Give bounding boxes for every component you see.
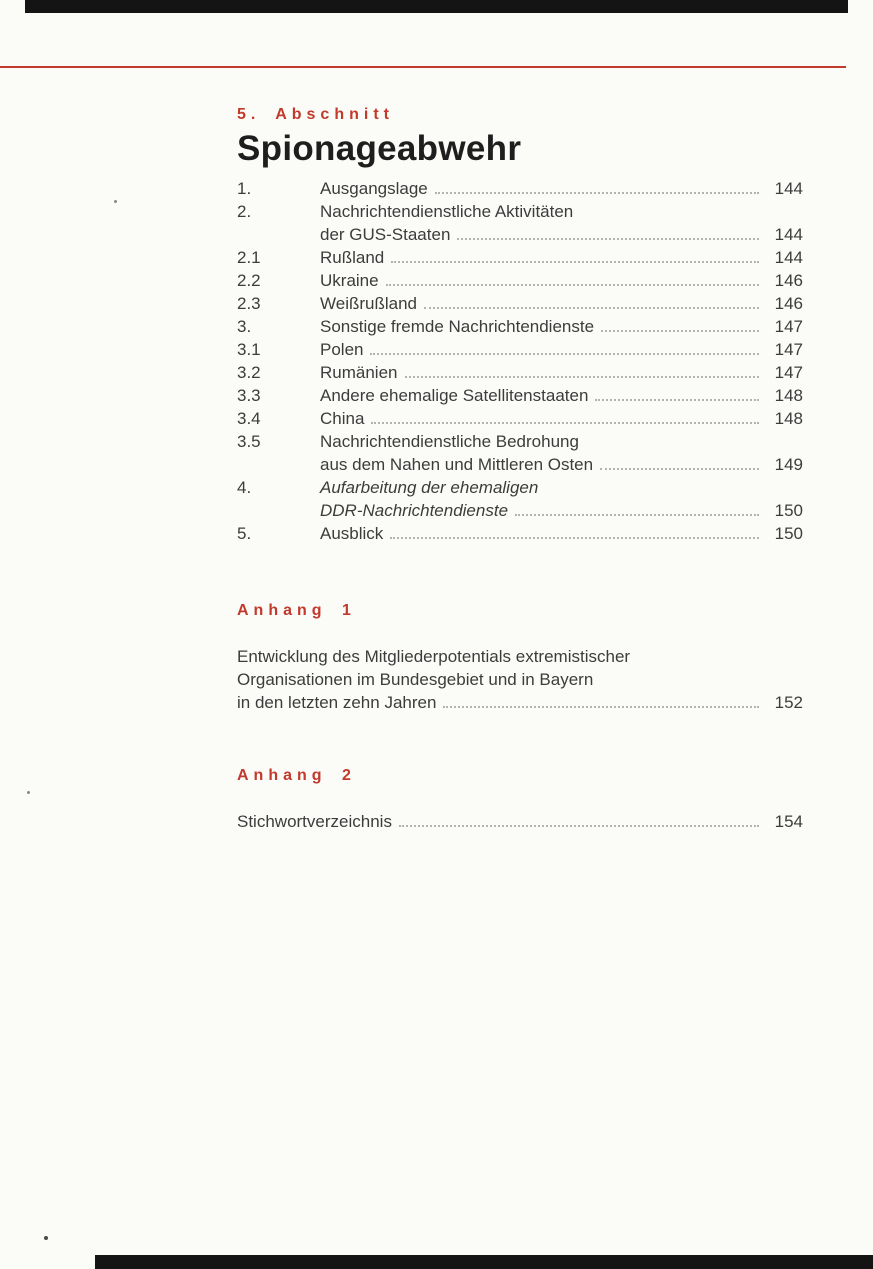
toc-entry-number: 3. — [237, 317, 252, 336]
toc-entry-number: 1. — [237, 179, 252, 198]
dotted-leader — [386, 271, 759, 286]
dotted-leader — [595, 386, 759, 401]
dotted-leader — [457, 225, 759, 240]
toc-entry-number: 3.4 — [237, 409, 261, 428]
toc-entry — [237, 200, 803, 246]
top-black-bar — [25, 0, 848, 13]
toc-entry-title: Rußland — [320, 248, 385, 267]
dotted-leader — [370, 340, 759, 355]
toc-page-number: 149 — [774, 455, 803, 474]
appendix-body — [237, 810, 803, 833]
appendix-text: Stichwortverzeichnis — [237, 812, 392, 831]
toc-entry-title: Weißrußland — [320, 294, 417, 313]
toc-page-number: 150 — [774, 501, 803, 520]
toc-line — [320, 223, 803, 246]
appendix-section — [237, 601, 803, 714]
toc-line — [237, 645, 803, 668]
toc-line — [320, 292, 803, 315]
toc-entry-number: 3.5 — [237, 432, 261, 451]
toc-page-number: 144 — [774, 225, 803, 244]
toc-entry — [237, 246, 803, 269]
toc-entry — [237, 338, 803, 361]
toc-entry-title: China — [320, 409, 365, 428]
dotted-leader — [399, 812, 759, 827]
toc-entry-number: 4. — [237, 478, 252, 497]
dotted-leader — [424, 294, 759, 309]
page-title: Spionageabwehr — [237, 129, 522, 168]
toc-entry-body — [320, 522, 803, 545]
toc-page-number: 146 — [774, 294, 803, 313]
appendix-heading: Anhang 1 — [237, 602, 356, 619]
toc-line — [320, 315, 803, 338]
toc-page-number: 148 — [774, 409, 803, 428]
toc-entry-title: Ukraine — [320, 271, 379, 290]
toc-line — [237, 810, 803, 833]
toc-entry-body — [320, 338, 803, 361]
toc-entry-body — [320, 476, 803, 522]
toc-entry — [237, 315, 803, 338]
toc-page-number: 150 — [774, 524, 803, 543]
dotted-leader — [515, 501, 759, 516]
toc-page-number: 154 — [774, 812, 803, 831]
appendix-body — [237, 645, 803, 714]
toc-page-number: 144 — [774, 248, 803, 267]
toc-entry-body — [320, 177, 803, 200]
toc-entry — [237, 292, 803, 315]
toc-entry — [237, 269, 803, 292]
appendices — [237, 601, 803, 833]
toc-line — [237, 691, 803, 714]
toc-page-number: 144 — [774, 179, 803, 198]
toc-entry-number: 3.2 — [237, 363, 261, 382]
dotted-leader — [405, 363, 760, 378]
toc-line — [320, 499, 803, 522]
toc-entry-title: Andere ehemalige Satellitenstaaten — [320, 386, 589, 405]
scan-speck — [44, 1236, 48, 1240]
toc-entry-title: aus dem Nahen und Mittleren Osten — [320, 455, 594, 474]
toc-entry-body — [320, 246, 803, 269]
appendix-section — [237, 766, 803, 833]
dotted-leader — [371, 409, 759, 424]
toc-line — [320, 453, 803, 476]
toc-line — [320, 384, 803, 407]
dotted-leader — [435, 179, 759, 194]
toc-entry-body — [320, 384, 803, 407]
toc-entry-title: Nachrichtendienstliche Aktivitäten — [320, 202, 574, 221]
dotted-leader — [443, 693, 759, 708]
toc-entry-number: 2. — [237, 202, 252, 221]
scan-speck — [114, 200, 117, 203]
toc-entry-body — [320, 430, 803, 476]
toc-line — [237, 668, 803, 691]
section-label: 5. Abschnitt — [237, 106, 394, 123]
toc-page-number: 152 — [774, 693, 803, 712]
scan-speck — [27, 791, 30, 794]
toc-line — [320, 522, 803, 545]
toc-entry — [237, 430, 803, 476]
appendix-text: Organisationen im Bundesgebiet und in Bayern — [237, 670, 594, 689]
toc-line — [320, 338, 803, 361]
toc-entry-title: Rumänien — [320, 363, 398, 382]
toc-entry-title: Polen — [320, 340, 364, 359]
toc-page-number: 147 — [774, 340, 803, 359]
toc-entry-body — [320, 200, 803, 246]
toc-entry-title: Ausgangslage — [320, 179, 428, 198]
toc-line — [320, 269, 803, 292]
toc-list — [237, 177, 803, 545]
toc-entry-number: 3.3 — [237, 386, 261, 405]
page-content — [237, 105, 803, 833]
toc-page-number: 147 — [774, 363, 803, 382]
toc-entry-number: 2.1 — [237, 248, 261, 267]
dotted-leader — [390, 524, 759, 539]
toc-entry-body — [320, 315, 803, 338]
red-divider-line — [0, 66, 846, 68]
toc-line — [320, 476, 803, 499]
toc-page-number: 148 — [774, 386, 803, 405]
toc-entry-number: 2.2 — [237, 271, 261, 290]
toc-entry — [237, 522, 803, 545]
toc-entry — [237, 476, 803, 522]
bottom-black-bar — [95, 1255, 873, 1269]
toc-entry-body — [320, 407, 803, 430]
toc-page-number: 146 — [774, 271, 803, 290]
toc-entry-body — [320, 292, 803, 315]
toc-entry — [237, 384, 803, 407]
toc-line — [320, 361, 803, 384]
toc-entry-number: 2.3 — [237, 294, 261, 313]
toc-line — [320, 200, 803, 223]
toc-entry — [237, 407, 803, 430]
toc-entry-title: Aufarbeitung der ehemaligen — [320, 478, 539, 497]
toc-entry — [237, 177, 803, 200]
dotted-leader — [600, 455, 759, 470]
toc-line — [320, 430, 803, 453]
toc-entry-body — [320, 269, 803, 292]
appendix-text: in den letzten zehn Jahren — [237, 693, 437, 712]
toc-entry-title: Nachrichtendienstliche Bedrohung — [320, 432, 579, 451]
toc-entry-body — [320, 361, 803, 384]
toc-entry-title: der GUS-Staaten — [320, 225, 451, 244]
toc-entry-title: Ausblick — [320, 524, 384, 543]
toc-entry — [237, 361, 803, 384]
dotted-leader — [391, 248, 759, 263]
toc-entry-title: Sonstige fremde Nachrichtendienste — [320, 317, 595, 336]
dotted-leader — [601, 317, 759, 332]
appendix-heading: Anhang 2 — [237, 767, 356, 784]
toc-entry-title: DDR-Nachrichtendienste — [320, 501, 509, 520]
toc-line — [320, 246, 803, 269]
toc-entry-number: 5. — [237, 524, 252, 543]
appendix-text: Entwicklung des Mitgliederpotentials extremistischer — [237, 647, 631, 666]
toc-line — [320, 177, 803, 200]
toc-entry-number: 3.1 — [237, 340, 261, 359]
toc-line — [320, 407, 803, 430]
toc-page-number: 147 — [774, 317, 803, 336]
